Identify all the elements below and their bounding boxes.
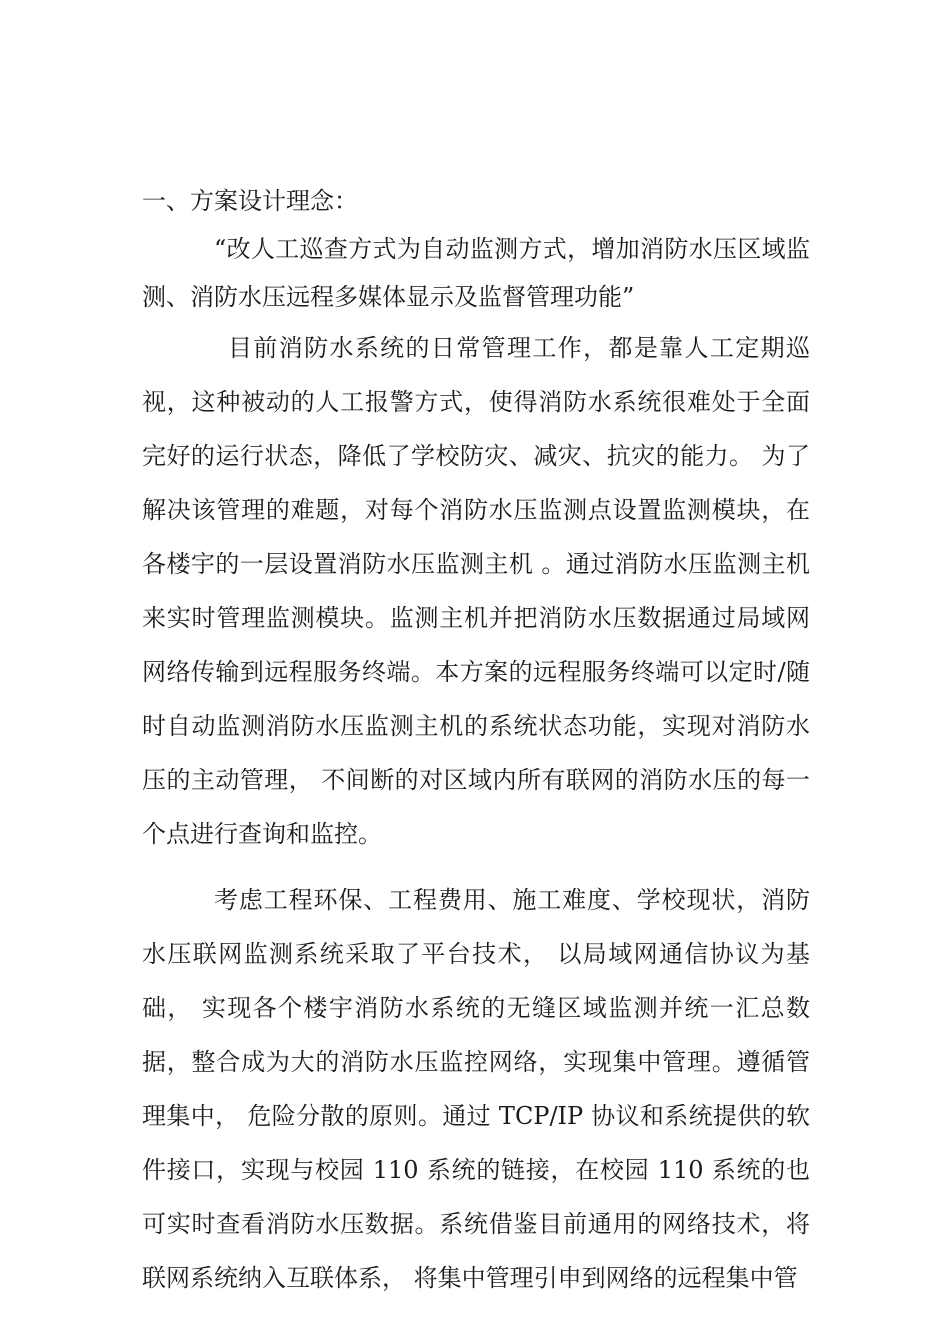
body-paragraph-1: 目前消防水系统的日常管理工作，都是靠人工定期巡视，这种被动的人工报警方式，使得消防水系统很难处于全面完好的运行状态，降低了学校防灾、减灾、抗灾的能力。 为了解决该管理的难题，对每个消防水压监测点设置监测模块，在各楼宇的一层设置消防水压监测主机 。通过消防水压监测主机来实时管理监测模块。监测主机并把消防水压数据通过局域网网络传输到远程服务终端。本方案的远程服务终端可以定时/随时自动监测消防水压监测主机的系统状态功能，实现对消防水压的主动管理， 不间断的对区域内所有联网的消防水压的每一个点进行查询和监控。 — [142, 334, 810, 848]
quote-paragraph: “改人工巡查方式为自动监测方式，增加消防水压区域监测、消防水压远程多媒体显示及监督管理功能” — [142, 235, 810, 311]
document-page — [142, 183, 810, 1305]
section-heading: 一、方案设计理念： — [142, 187, 358, 215]
body-paragraph-2: 考虑工程环保、工程费用、施工难度、学校现状，消防水压联网监测系统采取了平台技术， 以局域网通信协议为基础， 实现各个楼宇消防水系统的无缝区域监测并统一汇总数据，整合成为大的消防水压监控网络，实现集中管理。遵循管理集中， 危险分散的原则。通过 TCP/IP 协议和系统提供的软件接口，实现与校园 110 系统的链接，在校园 110 系统的也可实时查看消防水压数据。系统借鉴目前通用的网络技术，将联网系统纳入互联体系， 将集中管理引申到网络的远程集中管 — [142, 886, 810, 1292]
